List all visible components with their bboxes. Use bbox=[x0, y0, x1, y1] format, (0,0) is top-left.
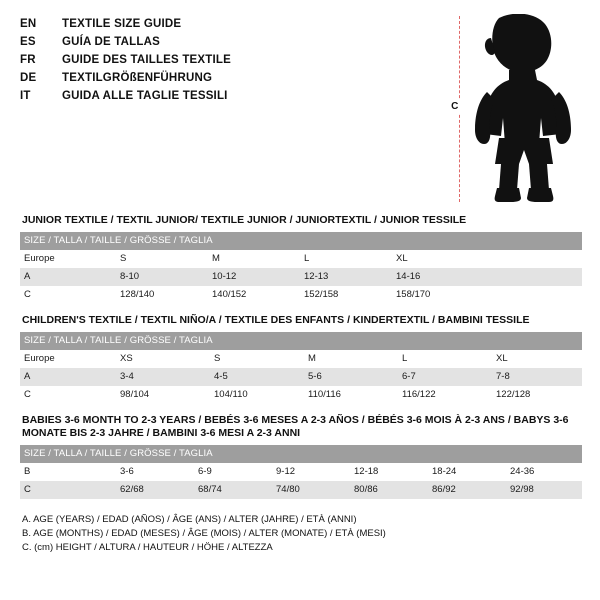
cell: 14-16 bbox=[392, 268, 484, 286]
table-header-label: SIZE / TALLA / TAILLE / GRÖSSE / TAGLIA bbox=[20, 445, 582, 463]
language-code: EN bbox=[20, 18, 37, 30]
table-header-row bbox=[20, 332, 582, 350]
childrens-size-table bbox=[20, 332, 582, 404]
row-label: A bbox=[20, 368, 116, 386]
cell: M bbox=[304, 350, 398, 368]
row-label: Europe bbox=[20, 250, 116, 268]
table-row bbox=[20, 386, 582, 404]
row-label: B bbox=[20, 463, 116, 481]
cell: 12-13 bbox=[300, 268, 392, 286]
language-title: TEXTILE SIZE GUIDE bbox=[62, 18, 182, 30]
cell: 74/80 bbox=[272, 481, 350, 499]
language-row bbox=[20, 88, 441, 105]
language-row bbox=[20, 70, 441, 87]
cell: L bbox=[300, 250, 392, 268]
table-header-row bbox=[20, 232, 582, 250]
language-row bbox=[20, 52, 441, 69]
cell: 116/122 bbox=[398, 386, 492, 404]
cell: 86/92 bbox=[428, 481, 506, 499]
section-babies-textile bbox=[20, 410, 588, 499]
language-title: GUIDA ALLE TAGLIE TESSILI bbox=[62, 90, 228, 102]
toddler-silhouette-icon bbox=[469, 14, 579, 204]
language-titles bbox=[20, 14, 441, 106]
cell: 6-9 bbox=[194, 463, 272, 481]
section-title: BABIES 3-6 MONTH TO 2-3 YEARS / BEBÉS 3-6 MESES A 2-3 AÑOS / BÉBÉS 3-6 MOIS À 2-3 ANS / BABYS 3-6 MONATE BIS 2-3 JAHRE / BAMBINI 3-6 MESI A 2-3 ANNI bbox=[22, 414, 569, 439]
section-title: JUNIOR TEXTILE / TEXTIL JUNIOR/ TEXTILE JUNIOR / JUNIORTEXTIL / JUNIOR TESSILE bbox=[22, 214, 467, 226]
cell: 5-6 bbox=[304, 368, 398, 386]
legend-line-a: A. AGE (YEARS) / EDAD (AÑOS) / ÂGE (ANS) / ALTER (JAHRE) / ETÀ (ANNI) bbox=[22, 514, 357, 525]
cell: 12-18 bbox=[350, 463, 428, 481]
measure-label-c: C bbox=[451, 101, 459, 112]
cell: 110/116 bbox=[304, 386, 398, 404]
cell: S bbox=[210, 350, 304, 368]
table-row bbox=[20, 350, 582, 368]
cell: XL bbox=[392, 250, 484, 268]
cell: XS bbox=[116, 350, 210, 368]
cell: 122/128 bbox=[492, 386, 582, 404]
cell: 3-4 bbox=[116, 368, 210, 386]
language-title: GUÍA DE TALLAS bbox=[62, 36, 160, 48]
cell: 158/170 bbox=[392, 286, 484, 304]
cell: 24-36 bbox=[506, 463, 582, 481]
legend-line-c: C. (cm) HEIGHT / ALTURA / HAUTEUR / HÖHE / ALTEZZA bbox=[22, 542, 273, 553]
language-code: IT bbox=[20, 90, 31, 102]
cell-empty bbox=[484, 250, 582, 268]
cell: 92/98 bbox=[506, 481, 582, 499]
legend-line-b: B. AGE (MONTHS) / EDAD (MESES) / ÂGE (MOIS) / ALTER (MONATE) / ETÀ (MESI) bbox=[22, 528, 386, 539]
babies-size-table bbox=[20, 445, 582, 499]
section-childrens-textile bbox=[20, 310, 588, 404]
table-row bbox=[20, 463, 582, 481]
cell: 68/74 bbox=[194, 481, 272, 499]
cell: M bbox=[208, 250, 300, 268]
row-label: C bbox=[20, 286, 116, 304]
cell: 3-6 bbox=[116, 463, 194, 481]
figure-area bbox=[441, 14, 588, 204]
section-junior-textile bbox=[20, 210, 588, 304]
cell: 128/140 bbox=[116, 286, 208, 304]
table-header-label: SIZE / TALLA / TAILLE / GRÖSSE / TAGLIA bbox=[20, 332, 582, 350]
row-label: Europe bbox=[20, 350, 116, 368]
table-row bbox=[20, 268, 582, 286]
header bbox=[20, 14, 588, 204]
cell: L bbox=[398, 350, 492, 368]
cell: 10-12 bbox=[208, 268, 300, 286]
cell: 80/86 bbox=[350, 481, 428, 499]
junior-size-table bbox=[20, 232, 582, 304]
table-row bbox=[20, 286, 582, 304]
row-label: C bbox=[20, 386, 116, 404]
cell: 4-5 bbox=[210, 368, 304, 386]
table-row bbox=[20, 481, 582, 499]
section-title: CHILDREN'S TEXTILE / TEXTIL NIÑO/A / TEXTILE DES ENFANTS / KINDERTEXTIL / BAMBINI TESSILE bbox=[22, 314, 530, 326]
language-title: GUIDE DES TAILLES TEXTILE bbox=[62, 54, 231, 66]
cell: S bbox=[116, 250, 208, 268]
legend bbox=[20, 513, 588, 555]
cell: 62/68 bbox=[116, 481, 194, 499]
cell: 104/110 bbox=[210, 386, 304, 404]
row-label: A bbox=[20, 268, 116, 286]
language-code: FR bbox=[20, 54, 36, 66]
cell: 6-7 bbox=[398, 368, 492, 386]
cell: 140/152 bbox=[208, 286, 300, 304]
language-code: DE bbox=[20, 72, 37, 84]
table-header-label: SIZE / TALLA / TAILLE / GRÖSSE / TAGLIA bbox=[20, 232, 582, 250]
cell: 18-24 bbox=[428, 463, 506, 481]
cell: XL bbox=[492, 350, 582, 368]
table-row bbox=[20, 250, 582, 268]
cell: 152/158 bbox=[300, 286, 392, 304]
cell: 9-12 bbox=[272, 463, 350, 481]
cell: 98/104 bbox=[116, 386, 210, 404]
table-row bbox=[20, 368, 582, 386]
language-row bbox=[20, 34, 441, 51]
cell: 8-10 bbox=[116, 268, 208, 286]
table-header-row bbox=[20, 445, 582, 463]
language-row bbox=[20, 16, 441, 33]
language-code: ES bbox=[20, 36, 36, 48]
cell-empty bbox=[484, 286, 582, 304]
row-label: C bbox=[20, 481, 116, 499]
language-title: TEXTILGRÖßENFÜHRUNG bbox=[62, 72, 213, 84]
cell: 7-8 bbox=[492, 368, 582, 386]
cell-empty bbox=[484, 268, 582, 286]
